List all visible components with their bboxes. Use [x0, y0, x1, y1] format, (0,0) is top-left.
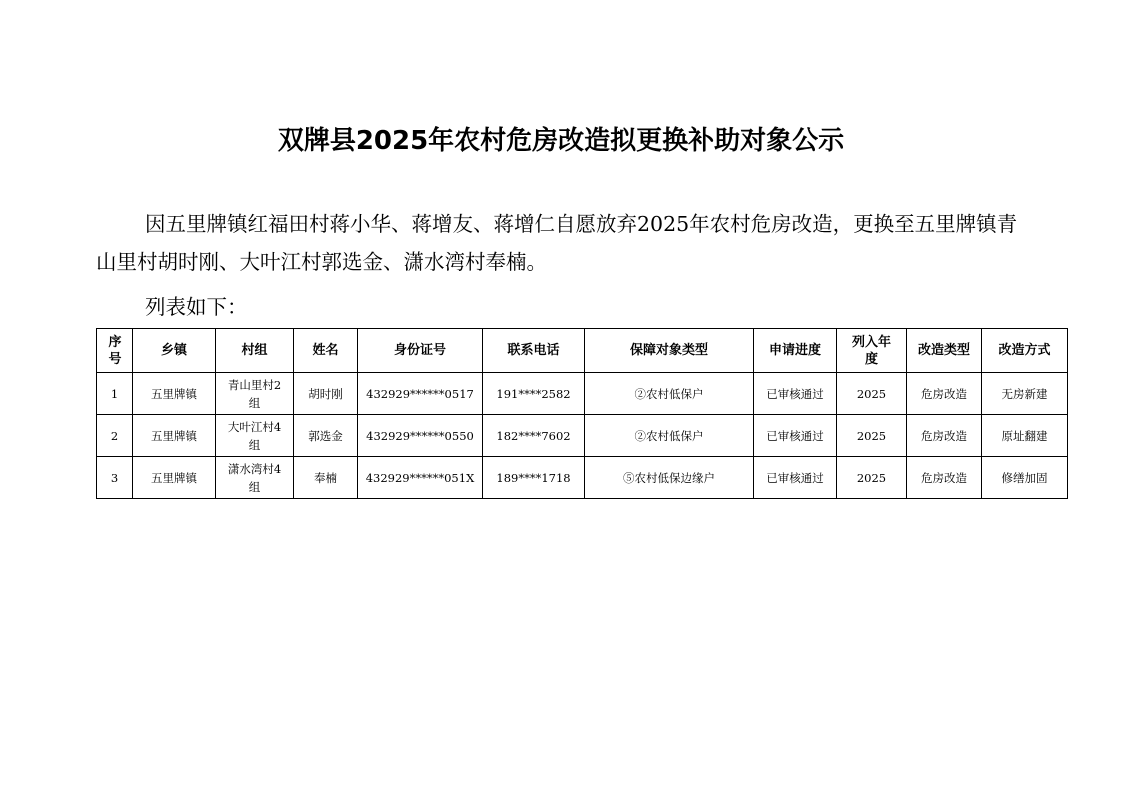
header-id-number: 身份证号: [358, 329, 483, 373]
cell-village: 大叶江村4组: [216, 415, 294, 457]
header-year: 列入年度: [837, 329, 907, 373]
header-progress: 申请进度: [754, 329, 837, 373]
header-town: 乡镇: [133, 329, 216, 373]
cell-village: 青山里村2组: [216, 373, 294, 415]
cell-phone: 182****7602: [483, 415, 585, 457]
header-reform-type: 改造类型: [907, 329, 982, 373]
cell-phone: 189****1718: [483, 457, 585, 499]
cell-reform-type: 危房改造: [907, 457, 982, 499]
cell-year: 2025: [837, 373, 907, 415]
table-row: [97, 415, 1068, 457]
cell-village: 潇水湾村4组: [216, 457, 294, 499]
table-row: [97, 457, 1068, 499]
notice-paragraph: 因五里牌镇红福田村蒋小华、蒋增友、蒋增仁自愿放弃2025年农村危房改造，更换至五里牌镇青山里村胡时刚、大叶江村郭选金、潇水湾村奉楠。: [96, 212, 1018, 274]
table-header-row: [97, 329, 1068, 373]
cell-index: 3: [97, 457, 133, 499]
cell-reform-method: 修缮加固: [982, 457, 1068, 499]
cell-progress: 已审核通过: [754, 457, 837, 499]
cell-reform-method: 原址翻建: [982, 415, 1068, 457]
cell-id-number: 432929******0517: [358, 373, 483, 415]
cell-name: 胡时刚: [294, 373, 358, 415]
subsidy-recipient-table: [96, 328, 1068, 499]
header-index: 序号: [97, 329, 133, 373]
header-name: 姓名: [294, 329, 358, 373]
header-reform-method: 改造方式: [982, 329, 1068, 373]
cell-progress: 已审核通过: [754, 415, 837, 457]
cell-target-type: ②农村低保户: [585, 373, 754, 415]
cell-id-number: 432929******0550: [358, 415, 483, 457]
cell-target-type: ②农村低保户: [585, 415, 754, 457]
cell-town: 五里牌镇: [133, 457, 216, 499]
cell-name: 郭选金: [294, 415, 358, 457]
cell-town: 五里牌镇: [133, 415, 216, 457]
cell-name: 奉楠: [294, 457, 358, 499]
cell-progress: 已审核通过: [754, 373, 837, 415]
cell-reform-method: 无房新建: [982, 373, 1068, 415]
cell-phone: 191****2582: [483, 373, 585, 415]
cell-year: 2025: [837, 457, 907, 499]
header-target-type: 保障对象类型: [585, 329, 754, 373]
cell-id-number: 432929******051X: [358, 457, 483, 499]
page-title: 双牌县2025年农村危房改造拟更换补助对象公示: [277, 126, 845, 156]
cell-year: 2025: [837, 415, 907, 457]
cell-town: 五里牌镇: [133, 373, 216, 415]
cell-index: 2: [97, 415, 133, 457]
header-village: 村组: [216, 329, 294, 373]
table-row: [97, 373, 1068, 415]
cell-target-type: ⑤农村低保边缘户: [585, 457, 754, 499]
list-intro: 列表如下：: [145, 295, 248, 319]
cell-reform-type: 危房改造: [907, 373, 982, 415]
cell-index: 1: [97, 373, 133, 415]
header-phone: 联系电话: [483, 329, 585, 373]
cell-reform-type: 危房改造: [907, 415, 982, 457]
